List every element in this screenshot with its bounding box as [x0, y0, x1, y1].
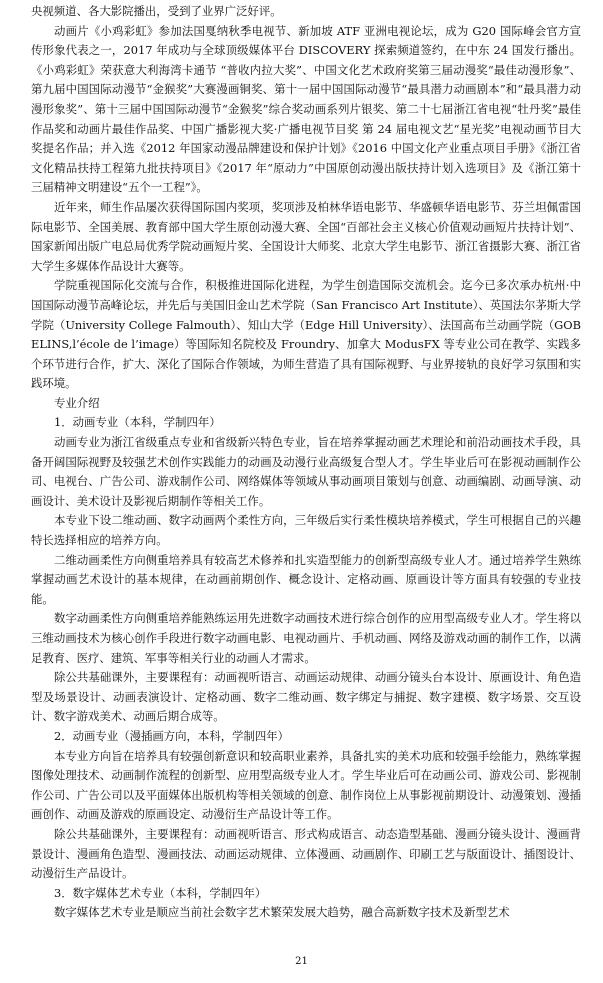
page-number: 21 [295, 956, 308, 967]
paragraph-animation-major-intro: 动画专业为浙江省级重点专业和省级新兴特色专业，旨在培养掌握动画艺术理论和前沿动画技术手段，具备开阔国际视野及较强艺术创作实践能力的动画及动漫行业高级复合型人才。学生毕业后可在影视动画制作公司、电视台、广告公司、游戏制作公司、网络媒体等领域从事动画项目策划与创意、动画编剧、动画导演、动画设计、美术设计及影视后期制作等相关工作。 [31, 435, 581, 508]
paragraph-continuation: 央视频道、各大影院播出，受到了业界广泛好评。 [31, 4, 282, 18]
subheading-animation-major: 1．动画专业（本科，学制四年） [54, 415, 221, 430]
paragraph-xiaoji-caihong-awards: 动画片《小鸡彩虹》参加法国戛纳秋季电视节、新加坡 ATF 亚洲电视论坛，成为 G20 国际峰会官方宣传形象代表之一，2017 年成功与全球顶级媒体平台 DISCOVERY 探索频道签约，在中东 24 国发行播出。《小鸡彩虹》荣获意大利海湾卡通节 “普收内拉大奖”、中国文化艺术政府奖第三届动漫奖“最佳动漫形象”、第九届中国国际动漫节“金猴奖”大赛漫画铜奖、第十一届中国国际动漫节“最具潜力动画剧本”和“最具潜力动漫形象奖”、第十三届中国国际动漫节“金猴奖”综合奖动画系列片银奖、第二十七届浙江省电视“牡丹奖”最佳作品奖和动画片最佳作品奖、中国广播影视大奖·广播电视节目奖 第 24 届电视文艺“星光奖”电视动画节目大奖提名作品；并入选《2012 年国家动漫品牌建设和保护计划》《2016 中国文化产业重点项目手册》《浙江省文化精品扶持工程第九批扶持项目》《2017 年“原动力”中国原创动漫出版扶持计划入选项目》及《浙江第十三届精神文明建设“五个一工程”》。 [31, 23, 581, 195]
paragraph-digital-animation-direction: 数字动画柔性方向侧重培养能熟练运用先进数字动画技术进行综合创作的应用型高级专业人才。学生将以三维动画技术为核心创作手段进行数字动画电影、电视动画片、手机动画、网络及游戏动画的制作工作，以满足教育、医疗、建筑、军事等相关行业的动画人才需求。 [31, 611, 581, 665]
paragraph-student-awards: 近年来，师生作品屡次获得国际国内奖项，奖项涉及柏林华语电影节、华盛顿华语电影节、芬兰坦佩雷国际电影节、全国美展、教育部中国大学生原创动漫大赛、全国“百部社会主义核心价值观动画短片扶持计划”、国家新闻出版广电总局优秀学院动画短片奖、全国设计大师奖、北京大学生电影节、浙江省摄影大赛、浙江省大学生多媒体作品设计大赛等。 [31, 199, 581, 273]
document-body [31, 2, 581, 923]
paragraph-flexible-directions: 本专业下设二维动画、数字动画两个柔性方向，三年级后实行柔性模块培养模式，学生可根据自己的兴趣特长选择相应的培养方向。 [31, 513, 581, 548]
section-heading-major-intro: 专业介绍 [54, 395, 100, 410]
paragraph-international-cooperation: 学院重视国际化交流与合作，积极推进国际化进程，为学生创造国际交流机会。迄今已多次承办杭州·中国国际动漫节高峰论坛，并先后与美国旧金山艺术学院（San Francisco Art Institute）、英国法尔茅斯大学学院（University College Falmouth）、知山大学（Edge Hill University）、法国高布兰动画学院（GOBELINS,l’école de l’image）等国际知名院校及 Froundry、加拿大 ModusFX 等专业公司在教学、实践多个环节进行合作，扩大、深化了国际合作领域，为师生营造了具有国际视野、与业界接轨的良好学习氛围和实践环境。 [31, 278, 581, 391]
paragraph-animation-courses: 除公共基础课外，主要课程有：动画视听语言、动画运动规律、动画分镜头台本设计、原画设计、角色造型及场景设计、动画表演设计、定格动画、数字二维动画、数字绑定与捕捉、数字建模、数字场景、交互设计、数字游戏美术、动画后期合成等。 [31, 670, 581, 724]
paragraph-comic-illustration-intro: 本专业方向旨在培养具有较强创新意识和较高职业素养，具备扎实的美术功底和较强手绘能力，熟练掌握图像处理技术、动画制作流程的创新型、应用型高级专业人才。学生毕业后可在动画公司、游戏公司、影视制作公司、广告公司以及平面媒体出版机构等相关领域的创意、制作岗位上从事影视前期设计、动漫策划、漫插画创作、动画及游戏的原画设定、动漫衍生产品设计等工作。 [31, 748, 581, 822]
subheading-digital-media-art-major: 3．数字媒体艺术专业（本科，学制四年） [54, 885, 267, 900]
paragraph-digital-media-art-intro: 数字媒体艺术专业是顺应当前社会数字艺术繁荣发展大趋势，融合高新数字技术及新型艺术 [54, 905, 510, 920]
paragraph-2d-animation-direction: 二维动画柔性方向侧重培养具有较高艺术修养和扎实造型能力的创新型高级专业人才。通过培养学生熟练掌握动画艺术设计的基本规律，在动画前期创作、概念设计、定格动画、原画设计等方面具有较强的专业技能。 [31, 552, 581, 606]
subheading-comic-illustration-major: 2．动画专业（漫插画方向，本科，学制四年） [54, 728, 290, 743]
paragraph-comic-illustration-courses: 除公共基础课外，主要课程有：动画视听语言、形式构成语言、动态造型基础、漫画分镜头设计、漫画背景设计、漫画角色造型、漫画技法、动画运动规律、立体漫画、动画剧作、印刷工艺与版面设计、插图设计、动漫衍生产品设计。 [31, 826, 581, 881]
